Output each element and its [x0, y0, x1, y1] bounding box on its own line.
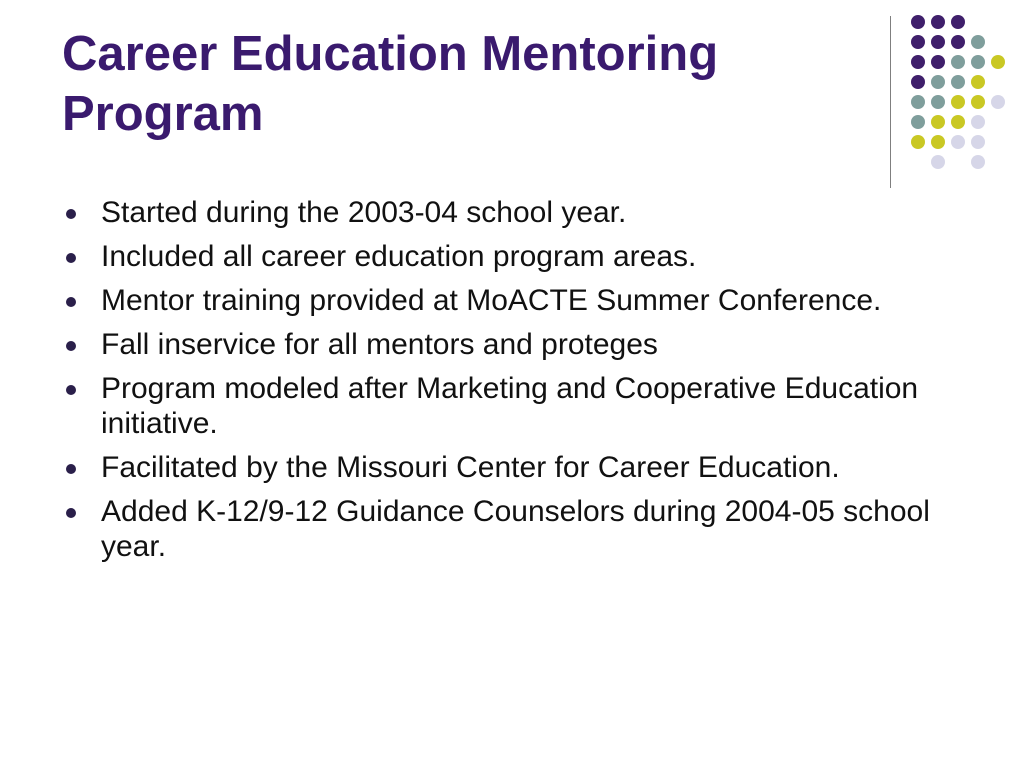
- decorative-dot: [911, 15, 925, 29]
- decorative-dot: [951, 95, 965, 109]
- bullet-list: [62, 195, 962, 573]
- decorative-dot: [931, 95, 945, 109]
- bullet-icon: [66, 253, 76, 263]
- decorative-dot: [971, 55, 985, 69]
- bullet-icon: [66, 385, 76, 395]
- bullet-text: Program modeled after Marketing and Cooperative Education initiative.: [101, 372, 919, 440]
- decorative-dot: [971, 95, 985, 109]
- decorative-dot: [931, 75, 945, 89]
- decorative-dot: [951, 15, 965, 29]
- bullet-text: Added K-12/9-12 Guidance Counselors during 2004-05 school year.: [101, 495, 930, 563]
- bullet-item: [62, 450, 962, 485]
- title-line-1: Career Education Mentoring: [62, 27, 719, 81]
- bullet-text: Fall inservice for all mentors and proteges: [101, 328, 658, 361]
- decorative-dot: [911, 35, 925, 49]
- bullet-item: [62, 371, 962, 441]
- decorative-dot: [991, 55, 1005, 69]
- bullet-text: Started during the 2003-04 school year.: [101, 196, 627, 229]
- decorative-dot: [951, 35, 965, 49]
- decorative-dot: [971, 155, 985, 169]
- bullet-icon: [66, 464, 76, 474]
- decorative-dot: [931, 135, 945, 149]
- slide-title: [62, 24, 862, 144]
- decorative-dot: [971, 75, 985, 89]
- decorative-dot: [931, 155, 945, 169]
- decorative-dot: [931, 55, 945, 69]
- bullet-icon: [66, 508, 76, 518]
- bullet-text: Included all career education program areas.: [101, 240, 697, 273]
- decorative-dot: [911, 135, 925, 149]
- decorative-dot: [911, 115, 925, 129]
- bullet-item: [62, 195, 962, 230]
- decorative-dot: [951, 75, 965, 89]
- bullet-icon: [66, 297, 76, 307]
- decorative-dot: [931, 15, 945, 29]
- decorative-dot: [951, 55, 965, 69]
- decorative-dot: [951, 135, 965, 149]
- decorative-dot: [911, 55, 925, 69]
- vertical-divider: [890, 16, 891, 188]
- bullet-item: [62, 283, 962, 318]
- bullet-icon: [66, 341, 76, 351]
- decorative-dot: [971, 115, 985, 129]
- decorative-dot: [911, 95, 925, 109]
- bullet-text: Mentor training provided at MoACTE Summer Conference.: [101, 284, 882, 317]
- decorative-dot: [931, 115, 945, 129]
- bullet-item: [62, 494, 962, 564]
- decorative-dot: [991, 95, 1005, 109]
- decorative-dot: [951, 115, 965, 129]
- bullet-item: [62, 327, 962, 362]
- title-line-2: Program: [62, 87, 264, 141]
- bullet-text: Facilitated by the Missouri Center for Career Education.: [101, 451, 840, 484]
- bullet-item: [62, 239, 962, 274]
- decorative-dot: [931, 35, 945, 49]
- decorative-dot: [971, 135, 985, 149]
- decorative-dot: [911, 75, 925, 89]
- decorative-dot: [971, 35, 985, 49]
- bullet-icon: [66, 209, 76, 219]
